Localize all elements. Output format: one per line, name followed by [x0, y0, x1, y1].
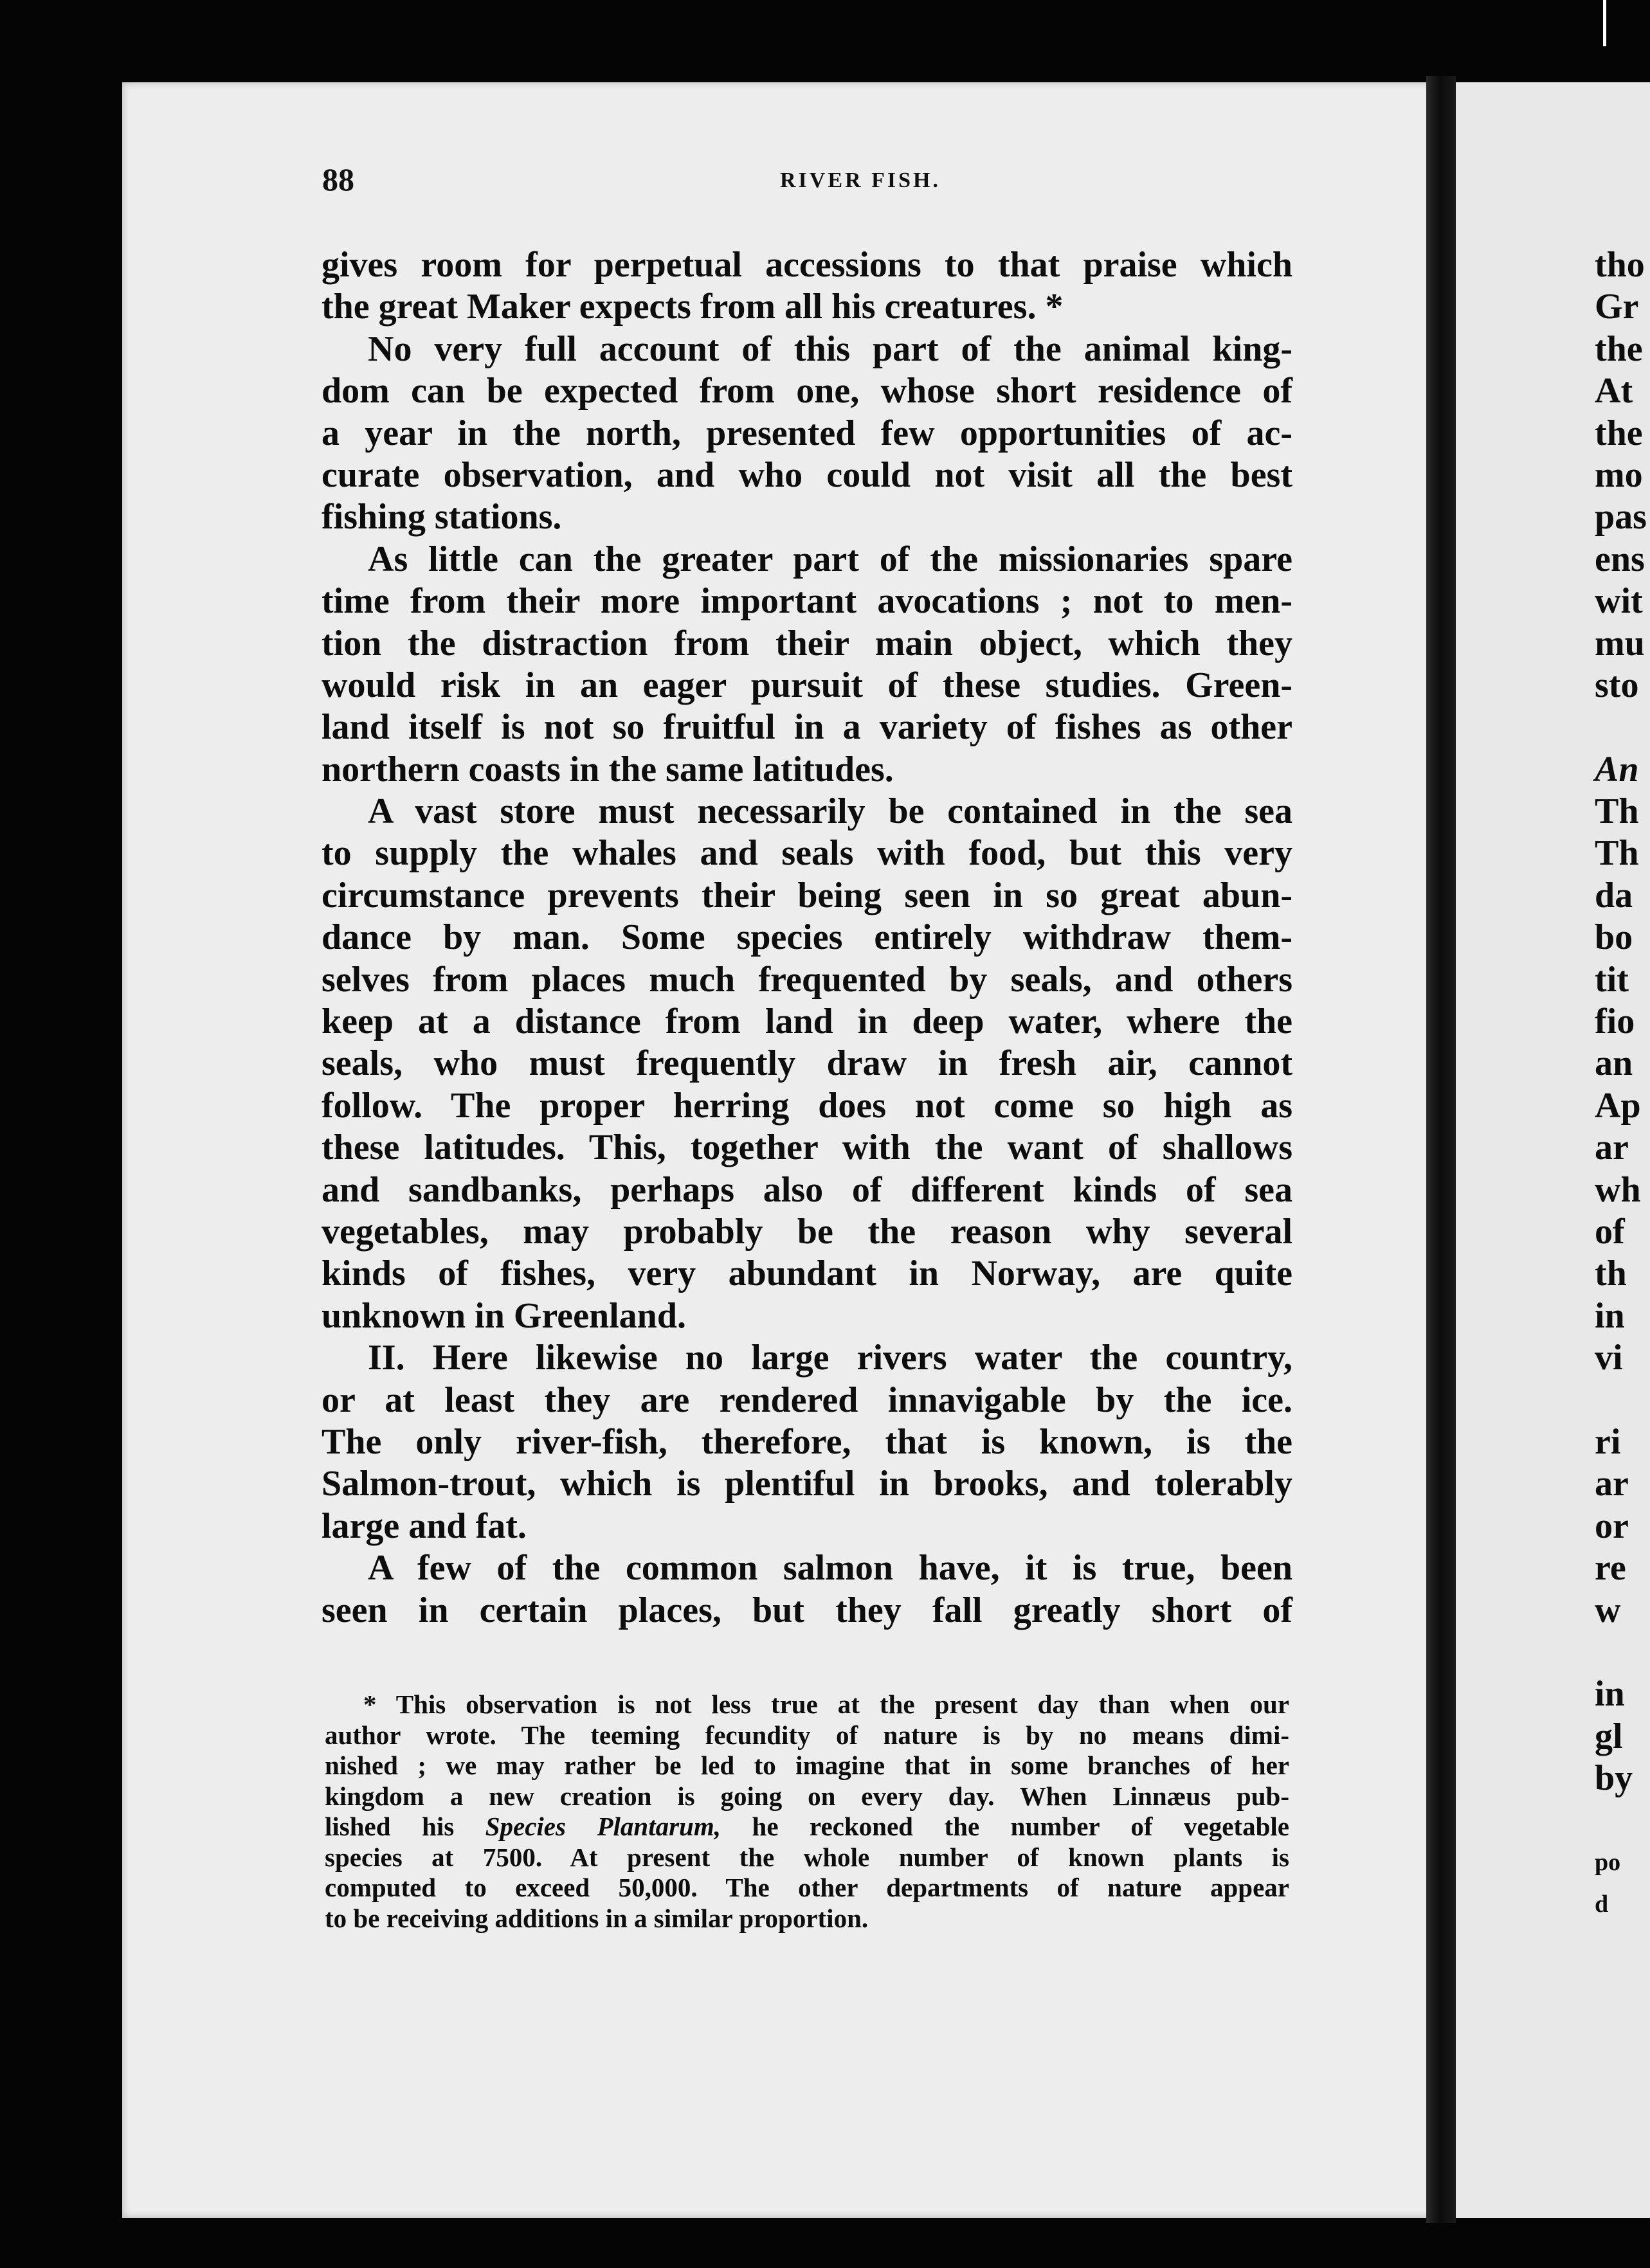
- facing-page-fragment: [1595, 1799, 1650, 1841]
- body-line: curate observation, and who could not visit all the best: [322, 455, 1292, 495]
- body-line: large and fat.: [322, 1506, 527, 1546]
- body-line: II. Here likewise no large rivers water the country,: [368, 1338, 1292, 1378]
- body-line: vegetables, may probably be the reason why several: [322, 1211, 1292, 1252]
- body-line: tion the distraction from their main object, which they: [322, 623, 1292, 663]
- facing-page-fragment: [1595, 706, 1650, 748]
- footnote-italic-title: Species Plantarum,: [485, 1812, 721, 1841]
- body-line: the great Maker expects from all his creatures. *: [322, 287, 1064, 327]
- body-line: fishing stations.: [322, 497, 562, 537]
- facing-page-fragment: ri: [1595, 1421, 1621, 1462]
- body-line: As little can the greater part of the missionaries spare: [368, 539, 1292, 579]
- running-head: [203, 161, 1283, 206]
- body-line: follow. The proper herring does not come so high as: [322, 1085, 1292, 1126]
- running-title: RIVER FISH.: [780, 168, 941, 192]
- facing-page-fragment: At: [1595, 371, 1633, 411]
- facing-page-fragment: vi: [1595, 1338, 1623, 1378]
- body-line: kinds of fishes, very abundant in Norway, are quite: [322, 1254, 1292, 1294]
- footnote-line: * This observation is not less true at the present day than when our: [363, 1689, 1289, 1719]
- body-line: Salmon-trout, which is plentiful in brooks, and tolerably: [322, 1464, 1292, 1504]
- body-line: No very full account of this part of the animal king-: [368, 328, 1292, 369]
- body-line: gives room for perpetual accessions to that praise which: [322, 245, 1292, 285]
- page-number: 88: [322, 161, 354, 197]
- facing-page-fragment: w: [1595, 1590, 1621, 1630]
- facing-page-fragment: bo: [1595, 917, 1633, 958]
- footnote-line: nished ; we may rather be led to imagine that in some branches of her: [325, 1751, 1289, 1780]
- body-text: [322, 244, 1292, 1632]
- footnote-line: [325, 1812, 1289, 1842]
- body-line: dance by man. Some species entirely withdraw them-: [322, 917, 1292, 958]
- facing-page-fragment: Th: [1595, 791, 1639, 832]
- facing-page-fragment: an: [1595, 1043, 1633, 1084]
- facing-page-text: [1595, 244, 1650, 1926]
- facing-page-fragment: Gr: [1595, 287, 1639, 327]
- facing-page-fragment: [1595, 1380, 1650, 1421]
- footnote-line: kingdom a new creation is going on every day. When Linnæus pub-: [325, 1781, 1289, 1811]
- body-line: would risk in an eager pursuit of these studies. Green-: [322, 665, 1292, 705]
- facing-page-fragment: ar: [1595, 1464, 1629, 1504]
- footnote-line: species at 7500. At present the whole number of known plants is: [325, 1842, 1289, 1872]
- facing-page-fragment: da: [1595, 875, 1633, 915]
- facing-page-fragment: ar: [1595, 1128, 1629, 1168]
- body-line: these latitudes. This, together with the want of shallows: [322, 1128, 1292, 1168]
- body-line: time from their more important avocations ; not to men-: [322, 581, 1292, 622]
- scan-edge-mark: [1603, 0, 1606, 46]
- footnote-line: computed to exceed 50,000. The other departments of nature appear: [325, 1873, 1289, 1902]
- body-line: The only river-fish, therefore, that is known, is the: [322, 1421, 1292, 1462]
- facing-page-fragment: Th: [1595, 833, 1639, 874]
- body-line: keep at a distance from land in deep water, where the: [322, 1002, 1292, 1042]
- facing-page-fragment: wh: [1595, 1169, 1641, 1210]
- body-line: dom can be expected from one, whose short residence of: [322, 371, 1292, 411]
- facing-page-fragment: sto: [1595, 665, 1639, 705]
- body-line: selves from places much frequented by seals, and others: [322, 959, 1292, 1000]
- facing-page-fragment: An: [1595, 749, 1639, 789]
- body-line: A vast store must necessarily be contained in the sea: [368, 791, 1292, 832]
- body-line: seals, who must frequently draw in fresh air, cannot: [322, 1043, 1292, 1084]
- body-line: northern coasts in the same latitudes.: [322, 749, 894, 789]
- facing-page-fragment: the: [1595, 413, 1643, 453]
- facing-page-fragment: tho: [1595, 245, 1645, 285]
- facing-page-fragment: pas: [1595, 497, 1647, 537]
- facing-page-fragment: re: [1595, 1548, 1626, 1589]
- facing-page-fragment: [1595, 1632, 1650, 1673]
- facing-page-fragment: by: [1595, 1758, 1633, 1799]
- body-line: circumstance prevents their being seen in so great abun-: [322, 875, 1292, 915]
- facing-page-fragment: mo: [1595, 455, 1643, 495]
- body-line: land itself is not so fruitful in a variety of fishes as other: [322, 707, 1292, 748]
- body-line: a year in the north, presented few opportunities of ac-: [322, 413, 1292, 453]
- book-gutter: [1426, 76, 1456, 2223]
- facing-page-fragment: d: [1595, 1891, 1609, 1918]
- footnote-text: lished his: [325, 1812, 485, 1841]
- body-line: seen in certain places, but they fall greatly short of: [322, 1590, 1292, 1630]
- facing-page-fragment: in: [1595, 1295, 1625, 1336]
- facing-page-fragment: th: [1595, 1254, 1627, 1294]
- footnote-line: to be receiving additions in a similar proportion.: [325, 1903, 869, 1933]
- facing-page-fragment: the: [1595, 328, 1643, 369]
- body-line: A few of the common salmon have, it is true, been: [368, 1548, 1292, 1589]
- facing-page-fragment: tit: [1595, 959, 1629, 1000]
- facing-page-fragment: po: [1595, 1848, 1621, 1876]
- footnote: [325, 1689, 1289, 1934]
- facing-page-fragment: of: [1595, 1211, 1625, 1252]
- facing-page-fragment: ens: [1595, 539, 1645, 579]
- body-line: to supply the whales and seals with food, but this very: [322, 833, 1292, 874]
- body-line: and sandbanks, perhaps also of different kinds of sea: [322, 1169, 1292, 1210]
- facing-page-fragment: mu: [1595, 623, 1645, 663]
- facing-page-fragment: or: [1595, 1506, 1629, 1546]
- facing-page-fragment: fio: [1595, 1002, 1635, 1042]
- facing-page-fragment: wit: [1595, 581, 1643, 622]
- facing-page-fragment: in: [1595, 1674, 1625, 1715]
- footnote-text: he reckoned the number of vegetable: [721, 1812, 1289, 1841]
- facing-page-fragment: Ap: [1595, 1085, 1641, 1126]
- facing-page-fragment: gl: [1595, 1716, 1623, 1756]
- body-line: or at least they are rendered innavigable by the ice.: [322, 1380, 1292, 1420]
- footnote-line: author wrote. The teeming fecundity of nature is by no means dimi-: [325, 1720, 1289, 1750]
- body-line: unknown in Greenland.: [322, 1295, 686, 1336]
